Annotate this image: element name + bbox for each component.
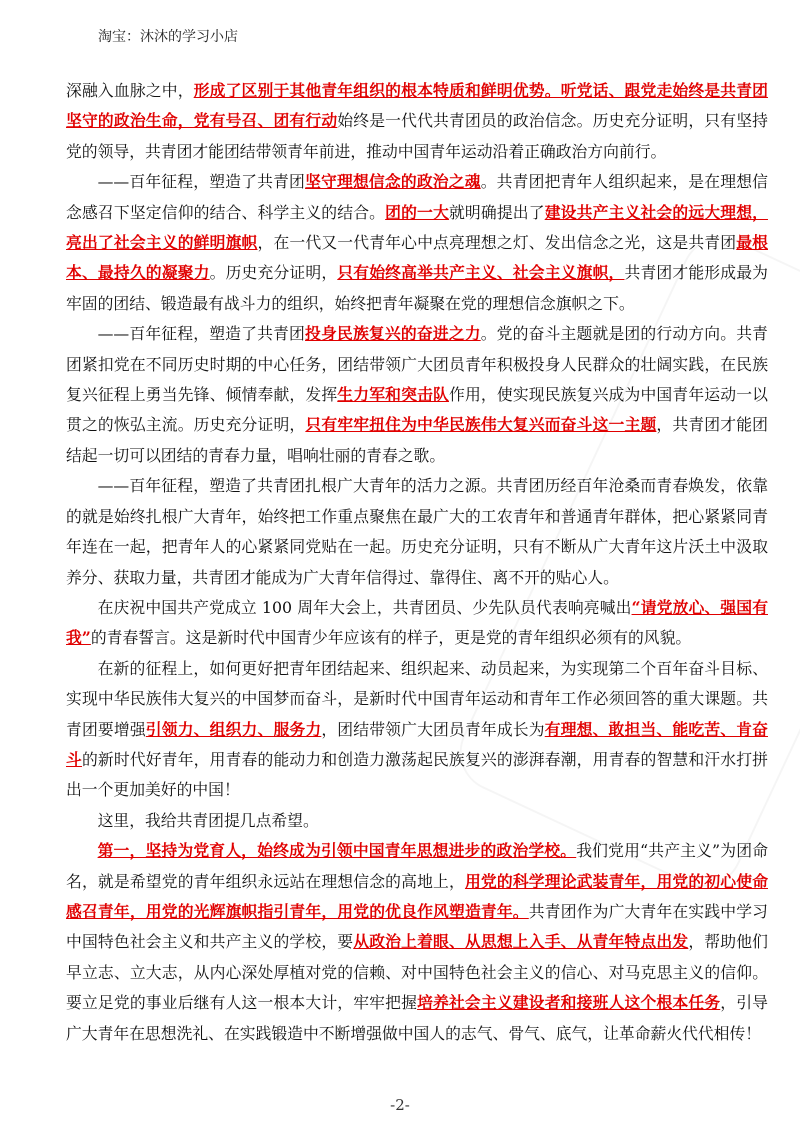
body-text: 就明确提出了: [448, 202, 545, 222]
body-text: ——百年征程，塑造了共青团: [97, 172, 306, 192]
body-text: ，团结带领广大团员青年成长为: [321, 719, 545, 739]
body-text: ，在一代又一代青年心中点亮理想之灯、发出信念之光，这是共青团: [257, 233, 737, 253]
page-number: -2-: [390, 1096, 410, 1114]
paragraph: [66, 806, 768, 836]
body-text: 在新的征程上，如何更好把青年团结起来、组织起来、动员起来，为实现第二个百年奋斗目标、实现中华民族伟大复兴的中国梦而奋斗，是新时代中国青年运动和青年工作必须回答的重大课题。共青团要增强: [66, 658, 768, 739]
body-text: 的青春誓言。这是新时代中国青少年应该有的样子，更是党的青年组织必须有的风貌。: [90, 628, 692, 648]
highlighted-text: 第一，坚持为党育人，始终成为引领中国青年思想进步的政治学校。: [97, 841, 577, 861]
highlighted-text: 只有牢牢扭住为中华民族伟大复兴而奋斗这一主题: [305, 415, 657, 435]
body-text: 。历史充分证明，: [209, 263, 338, 283]
highlighted-text: 有理想、敢担当、能吃苦、肯奋斗: [66, 719, 768, 769]
highlighted-text: 投身民族复兴的奋进之力: [305, 324, 481, 344]
body-text: 在庆祝中国共产党成立 100 周年大会上，共青团员、少先队员代表响亮喊出: [97, 597, 632, 617]
body-text: 共青团作为广大青年在实践中学习中国特色社会主义和共产主义的学校，要: [66, 901, 768, 952]
highlighted-text: 生力军和突击队: [337, 385, 449, 405]
body-text: ，共青团才能团结起一切可以团结的青春力量，唱响壮丽的青春之歌。: [66, 415, 768, 465]
body-text: 。共青团把青年人组织起来，是在理想信念感召下坚定信仰的结合、科学主义的结合。: [66, 172, 768, 222]
paragraph: [66, 76, 768, 167]
body-text: 。党的奋斗主题就是团的行动方向。共青团紧扣党在不同历史时期的中心任务，团结带领广大团员青年积极投身人民群众的壮阔实践，在民族复兴征程上勇当先锋、倾情奉献，发挥: [66, 324, 768, 405]
paragraph: [66, 471, 768, 593]
body-text: 的新时代好青年，用青春的能动力和创造力激荡起民族复兴的澎湃春潮，用青春的智慧和汗水打拼出一个更加美好的中国！: [66, 749, 768, 800]
highlighted-text: 用党的科学理论武装青年，用党的初心使命感召青年，用党的光辉旗帜指引青年，用党的优良作风塑造青年。: [66, 871, 768, 921]
paragraph: [66, 836, 768, 1049]
body-text: ——百年征程，塑造了共青团扎根广大青年的活力之源。共青团历经百年沧桑而青春焕发，依靠的就是始终扎根广大青年，始终把工作重点聚焦在最广大的工农青年和普通青年群体，把心紧紧同青年连在一起，把青年人的心紧紧同党贴在一起。历史充分证明，只有不断从广大青年这片沃土中汲取养分、获取力量，共青团才能成为广大青年信得过、靠得住、离不开的贴心人。: [66, 476, 768, 587]
highlighted-text: “请党放心、强国有我”: [66, 597, 768, 648]
body-text: 我们党用“共产主义”为团命名，就是希望党的青年组织永远站在理想信念的高地上，: [66, 841, 768, 891]
body-text: ——百年征程，塑造了共青团: [97, 324, 306, 344]
document-body: [66, 76, 768, 1049]
highlighted-text: 团的一大: [385, 202, 449, 222]
highlighted-text: 最根本、最持久的凝聚力: [66, 233, 768, 283]
shop-header: 淘宝：沐沐的学习小店: [98, 29, 238, 45]
highlighted-text: 只有始终高举共产主义、社会主义旗帜，: [337, 263, 625, 283]
body-text: 始终是一代代共青团员的政治信念。历史充分证明，只有坚持党的领导，共青团才能团结带领青年前进，推动中国青年运动沿着正确政治方向前行。: [66, 111, 768, 161]
body-text: ，帮助他们早立志、立大志，从内心深处厚植对党的信赖、对中国特色社会主义的信心、对马克思主义的信仰。要立足党的事业后继有人这一根本大计，牢牢把握: [66, 932, 768, 1013]
body-text: 共青团才能形成最为牢固的团结、锻造最有战斗力的组织，始终把青年凝聚在党的理想信念旗帜之下。: [66, 263, 768, 313]
body-text: 作用，使实现民族复兴成为中国青年运动一以贯之的恢弘主流。历史充分证明，: [66, 385, 768, 435]
highlighted-text: 从政治上着眼、从思想上入手、从青年特点出发: [353, 932, 689, 952]
highlighted-text: 形成了区别于其他青年组织的根本特质和鲜明优势。听党话、跟党走始终是共青团坚守的政治生命，党有号召、团有行动: [66, 81, 768, 131]
highlighted-text: 培养社会主义建设者和接班人这个根本任务: [417, 993, 721, 1013]
paragraph: [66, 319, 768, 471]
body-text: 深融入血脉之中，: [66, 81, 194, 100]
paragraph: [66, 593, 768, 654]
highlighted-text: 建设共产主义社会的远大理想，亮出了社会主义的鲜明旗帜: [66, 202, 768, 253]
highlighted-text: 引领力、组织力、服务力: [145, 719, 322, 739]
paragraph: [66, 167, 768, 319]
paragraph: [66, 654, 768, 806]
body-text: ，引导广大青年在思想洗礼、在实践锻造中不断增强做中国人的志气、骨气、底气，让革命薪火代代相传！: [66, 993, 768, 1043]
highlighted-text: 坚守理想信念的政治之魂: [305, 172, 481, 192]
body-text: 这里，我给共青团提几点希望。: [97, 810, 319, 830]
